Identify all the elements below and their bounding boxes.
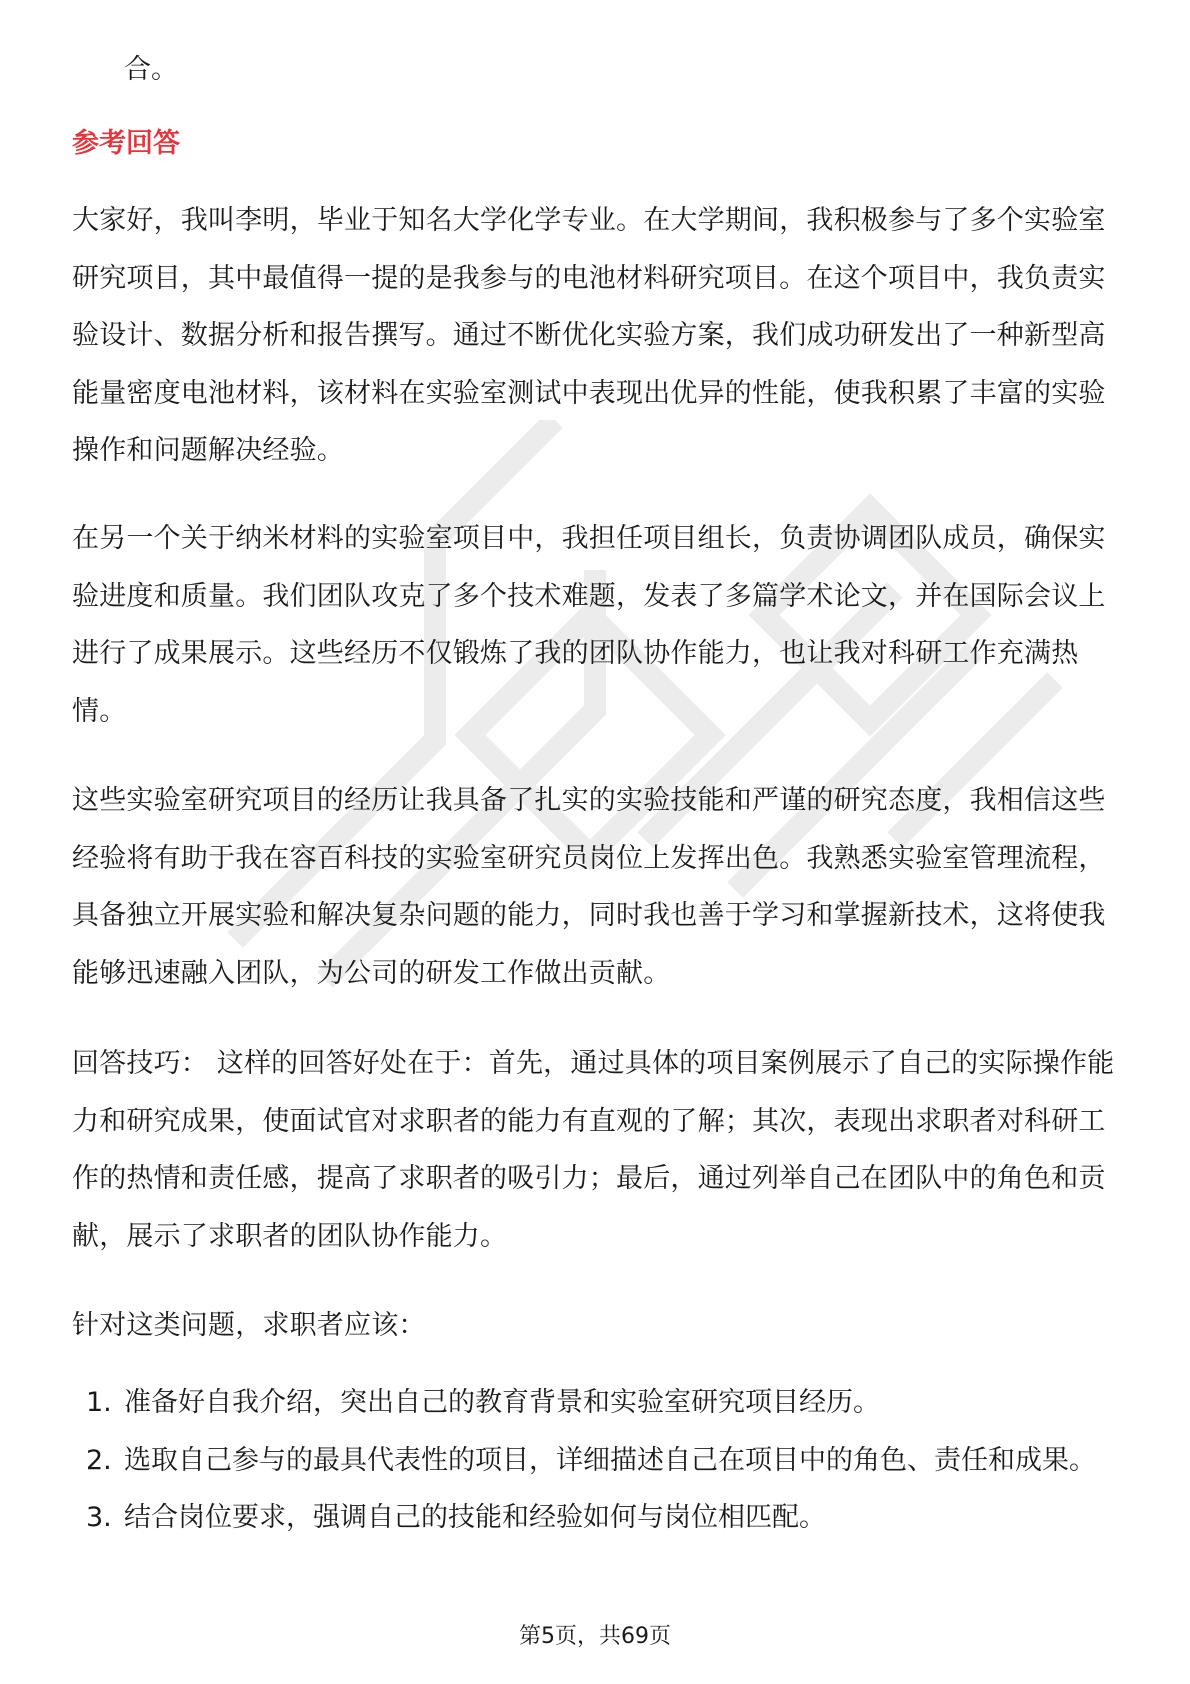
page-number-footer: 第5页，共69页: [519, 1624, 671, 1649]
tips-paragraph: 回答技巧： 这样的回答好处在于：首先，通过具体的项目案例展示了自己的实际操作能力和研究成果，使面试官对求职者的能力有直观的了解；其次，表现出求职者对科研工作的热情和责任感，提高了求职者的吸引力；最后，通过列举自己在团队中的角色和贡献，展示了求职者的团队协作能力。: [72, 1048, 1115, 1252]
list-item: [72, 1374, 1118, 1432]
answer-paragraph-1: 大家好，我叫李明，毕业于知名大学化学专业。在大学期间，我积极参与了多个实验室研究项目，其中最值得一提的是我参与的电池材料研究项目。在这个项目中，我负责实验设计、数据分析和报告撰写。通过不断优化实验方案，我们成功研发出了一种新型高能量密度电池材料，该材料在实验室测试中表现出优异的性能，使我积累了丰富的实验操作和问题解决经验。: [72, 205, 1106, 466]
advice-intro: 针对这类问题，求职者应该：: [72, 1310, 426, 1341]
advice-list: [72, 1374, 1118, 1547]
list-item-text: 结合岗位要求，强调自己的技能和经验如何与岗位相匹配。: [124, 1502, 826, 1533]
list-item-text: 准备好自我介绍，突出自己的教育背景和实验室研究项目经历。: [124, 1387, 880, 1418]
section-heading: 参考回答: [72, 128, 180, 159]
list-item: [72, 1489, 1118, 1547]
list-item-number: 2.: [86, 1444, 112, 1476]
continuation-text: 合。: [124, 54, 178, 85]
list-item-number: 1.: [86, 1387, 112, 1418]
list-item: [72, 1432, 1118, 1490]
list-item-text: 选取自己参与的最具代表性的项目，详细描述自己在项目中的角色、责任和成果。: [124, 1444, 1096, 1476]
answer-paragraph-3: 这些实验室研究项目的经历让我具备了扎实的实验技能和严谨的研究态度，我相信这些经验将有助于我在容百科技的实验室研究员岗位上发挥出色。我熟悉实验室管理流程，具备独立开展实验和解决复杂问题的能力，同时我也善于学习和掌握新技术，这将使我能够迅速融入团队，为公司的研发工作做出贡献。: [72, 785, 1106, 989]
answer-paragraph-2: 在另一个关于纳米材料的实验室项目中，我担任项目组长，负责协调团队成员，确保实验进度和质量。我们团队攻克了多个技术难题，发表了多篇学术论文，并在国际会议上进行了成果展示。这些经历不仅锻炼了我的团队协作能力，也让我对科研工作充满热情。: [72, 523, 1106, 727]
list-item-number: 3.: [86, 1502, 112, 1533]
